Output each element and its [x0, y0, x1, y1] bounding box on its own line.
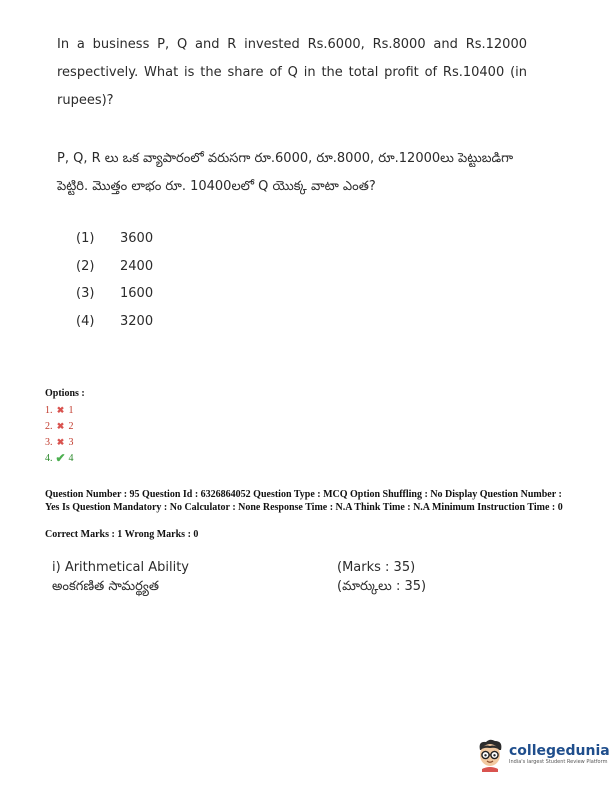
- choice-3: [76, 280, 153, 308]
- option-index: 2.: [45, 420, 53, 432]
- choice-number: (4): [76, 314, 95, 330]
- choice-4: [76, 308, 153, 336]
- option-4: [45, 450, 85, 466]
- option-value: 2: [68, 420, 74, 432]
- choice-number: (3): [76, 286, 95, 302]
- brand-tagline: India's largest Student Review Platform: [509, 759, 608, 765]
- option-index: 3.: [45, 436, 53, 448]
- choice-value: 3200: [120, 314, 154, 330]
- options-list: [45, 388, 85, 466]
- section-marks-english: (Marks : 35): [337, 560, 416, 575]
- cross-icon: ✖: [56, 404, 65, 415]
- choice-number: (1): [76, 231, 95, 247]
- section-marks-telugu: (మార్కులు : 35): [337, 579, 427, 594]
- marks-info: Correct Marks : 1 Wrong Marks : 0: [45, 529, 199, 540]
- cross-icon: ✖: [56, 420, 65, 431]
- checkmark-icon: ✔: [55, 450, 66, 465]
- question-metadata: Question Number : 95 Question Id : 6326864052 Question Type : MCQ Option Shuffling : No Display Question Number : Yes Is Question Mandatory : No Calculator : None Response Time : N.A Think Time : N.A Minimum Instruction Time : 0: [45, 489, 563, 513]
- option-value: 1: [68, 404, 74, 416]
- question-english: In a business P, Q and R invested Rs.6000, Rs.8000 and Rs.12000 respectively. What is the share of Q in the total profit of Rs.10400 (in rupees)?: [57, 37, 527, 108]
- option-2: [45, 418, 85, 434]
- choice-2: [76, 253, 153, 281]
- section-heading: [52, 558, 452, 596]
- option-1: [45, 402, 85, 418]
- cross-icon: ✖: [56, 436, 65, 447]
- option-index: 4.: [45, 452, 53, 464]
- choice-value: 1600: [120, 286, 154, 302]
- section-name-english: i) Arithmetical Ability: [52, 560, 190, 575]
- option-value: 4: [68, 452, 74, 464]
- collegedunia-logo: [474, 738, 610, 772]
- choice-1: [76, 225, 153, 253]
- question-telugu: P, Q, R లు ఒక వ్యాపారంలో వరుసగా రూ.6000, రూ.8000, రూ.12000లు పెట్టుబడిగా పెట్టిరి. మొత్తం లాభం రూ. 10400లలో Q యొక్క వాటా ఎంత?: [57, 151, 514, 194]
- option-index: 1.: [45, 404, 53, 416]
- section-name-telugu: అంకగణిత సామర్థ్యత: [52, 579, 160, 594]
- options-title: Options :: [45, 388, 85, 399]
- choice-number: (2): [76, 258, 95, 274]
- choice-value: 3600: [120, 231, 154, 247]
- choice-value: 2400: [120, 258, 154, 274]
- option-3: [45, 434, 85, 450]
- brand-name: collegedunia: [509, 743, 610, 759]
- mascot-icon: [474, 738, 506, 772]
- answer-choices: [76, 225, 153, 335]
- option-value: 3: [68, 436, 74, 448]
